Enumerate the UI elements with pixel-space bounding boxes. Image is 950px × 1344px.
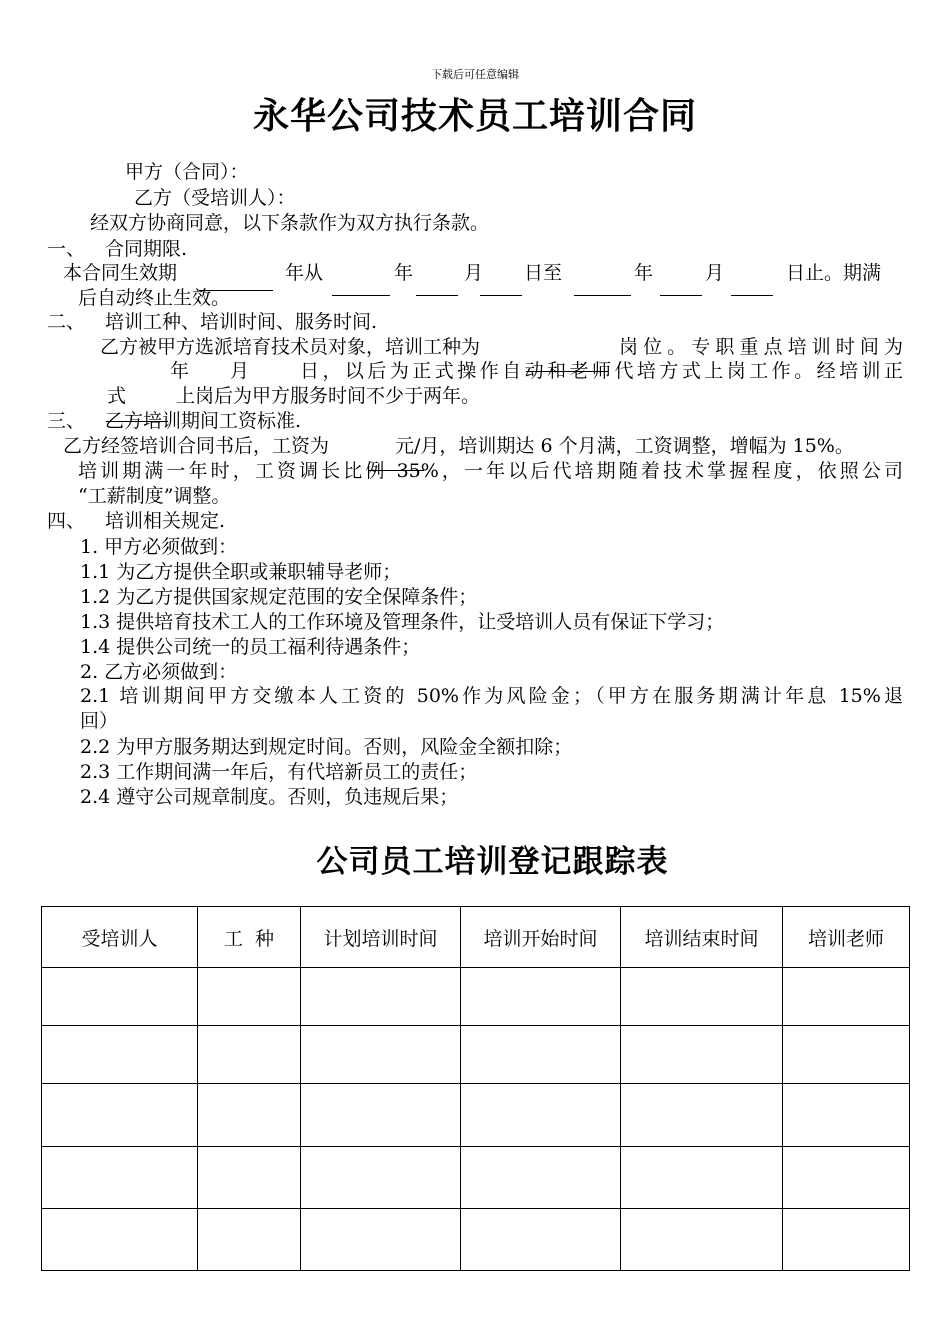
table-cell [461, 1209, 621, 1271]
rule-item: 2. 乙方必须做到： [80, 661, 238, 683]
blank-line [731, 295, 773, 296]
table-cell [198, 1084, 301, 1147]
table-cell [783, 1026, 910, 1084]
training-tracking-table [41, 906, 910, 1271]
rule-item: 1.1 为乙方提供全职或兼职辅导老师； [80, 561, 402, 583]
rule-item: 2.3 工作期间满一年后，有代培新员工的责任； [80, 761, 478, 783]
table-cell [461, 968, 621, 1026]
term-text-7: 月 [705, 262, 725, 284]
column-header-trainee: 受培训人 [42, 907, 198, 968]
term-text-4: 月 [464, 262, 484, 284]
table-cell [301, 1209, 461, 1271]
section-1-number: 一、 [47, 238, 86, 260]
party-b-line: 乙方（受培训人）： [134, 187, 296, 209]
blank-line [574, 295, 631, 296]
table-cell [621, 1026, 783, 1084]
rule-item: 1.2 为乙方提供国家规定范围的安全保障条件； [80, 586, 478, 608]
column-header-trainer: 培训老师 [783, 907, 910, 968]
term-text-8: 日止。期满 [786, 262, 882, 284]
intro-line: 经双方协商同意，以下条款作为双方执行条款。 [90, 212, 490, 234]
section-3-text: 培训期满一年时，工资调长比例 35%，一年以后代培期随着技术掌握程度，依照公司 [78, 460, 903, 482]
header-note: 下载后可任意编辑 [431, 68, 519, 81]
table-title: 公司员工培训登记跟踪表 [316, 844, 669, 880]
table-row [42, 1209, 910, 1271]
table-cell [783, 968, 910, 1026]
section-3-text: 乙方经签培训合同书后，工资为 [63, 435, 330, 457]
table-cell [621, 1147, 783, 1209]
table-cell [301, 1147, 461, 1209]
section-2-text: 式 [107, 385, 127, 407]
table-cell [461, 1084, 621, 1147]
term-text-6: 年 [634, 262, 654, 284]
strike-mark [106, 421, 168, 422]
table-cell [42, 1147, 198, 1209]
section-2-text: 乙方被甲方选派培育技术员对象，培训工种为 [100, 336, 481, 358]
table-cell [461, 1026, 621, 1084]
table-cell [783, 1084, 910, 1147]
column-header-planned-time: 计划培训时间 [301, 907, 461, 968]
section-4-number: 四、 [47, 510, 86, 532]
section-2-text: 月 [230, 360, 250, 382]
table-cell [42, 1209, 198, 1271]
table-cell [301, 1026, 461, 1084]
section-2-text: 日，以后为正式操作自动和老师代培方式上岗工作。经培训正 [300, 360, 903, 382]
term-text-3: 年 [394, 262, 414, 284]
rule-item: 1.3 提供培育技术工人的工作环境及管理条件，让受培训人员有保证下学习； [80, 611, 725, 633]
section-2-text: 上岗后为甲方服务时间不少于两年。 [176, 385, 481, 407]
section-3-number: 三、 [47, 410, 86, 432]
rule-item: 2.2 为甲方服务期达到规定时间。否则，风险金全额扣除； [80, 736, 573, 758]
section-3-text: 元/月，培训期达 6 个月满，工资调整，增幅为 15%。 [395, 435, 854, 457]
column-header-start-time: 培训开始时间 [461, 907, 621, 968]
section-3-heading: 乙方培训期间工资标准. [105, 410, 302, 432]
table-cell [783, 1209, 910, 1271]
rule-item: 回） [80, 710, 119, 732]
section-3-text: “工薪制度”调整。 [78, 485, 231, 507]
table-cell [301, 968, 461, 1026]
rule-item: 2.1 培训期间甲方交缴本人工资的 50%作为风险金；（甲方在服务期满计年息 15%退 [80, 685, 903, 707]
table-cell [461, 1147, 621, 1209]
column-header-end-time: 培训结束时间 [621, 907, 783, 968]
table-cell [301, 1084, 461, 1147]
blank-line [416, 295, 458, 296]
table-cell [42, 1084, 198, 1147]
rule-item: 1. 甲方必须做到： [80, 536, 238, 558]
blank-line [480, 295, 522, 296]
section-2-text: 岗位。专职重点培训时间为 [619, 336, 903, 358]
term-text-1: 本合同生效期 [63, 262, 178, 284]
term-text-2: 年从 [285, 262, 324, 284]
section-2-heading: 培训工种、培训时间、服务时间. [105, 311, 378, 333]
strike-mark [368, 470, 424, 471]
table-cell [42, 968, 198, 1026]
table-cell [42, 1026, 198, 1084]
rule-item: 2.4 遵守公司规章制度。否则，负违规后果； [80, 786, 459, 808]
strike-mark [526, 371, 608, 372]
section-4-heading: 培训相关规定. [105, 510, 226, 532]
table-row [42, 1026, 910, 1084]
table-row [42, 1147, 910, 1209]
rule-item: 1.4 提供公司统一的员工福利待遇条件； [80, 636, 421, 658]
page-title: 永华公司技术员工培训合同 [252, 96, 697, 137]
table-cell [621, 1084, 783, 1147]
blank-line [332, 295, 390, 296]
term-text-5: 日至 [524, 262, 563, 284]
table-cell [783, 1147, 910, 1209]
table-cell [198, 1147, 301, 1209]
table-row [42, 1084, 910, 1147]
party-a-line: 甲方（合同）： [125, 161, 249, 183]
section-1-heading: 合同期限. [105, 238, 188, 260]
table-cell [621, 968, 783, 1026]
term-text-9: 后自动终止生效。 [78, 287, 231, 309]
blank-line [199, 290, 273, 291]
column-header-job-type: 工 种 [198, 907, 301, 968]
section-2-number: 二、 [47, 311, 86, 333]
table-cell [198, 1209, 301, 1271]
table-header-row [42, 907, 910, 968]
table-cell [621, 1209, 783, 1271]
table-cell [198, 968, 301, 1026]
section-2-text: 年 [170, 360, 190, 382]
table-row [42, 968, 910, 1026]
table-cell [198, 1026, 301, 1084]
blank-line [660, 295, 702, 296]
